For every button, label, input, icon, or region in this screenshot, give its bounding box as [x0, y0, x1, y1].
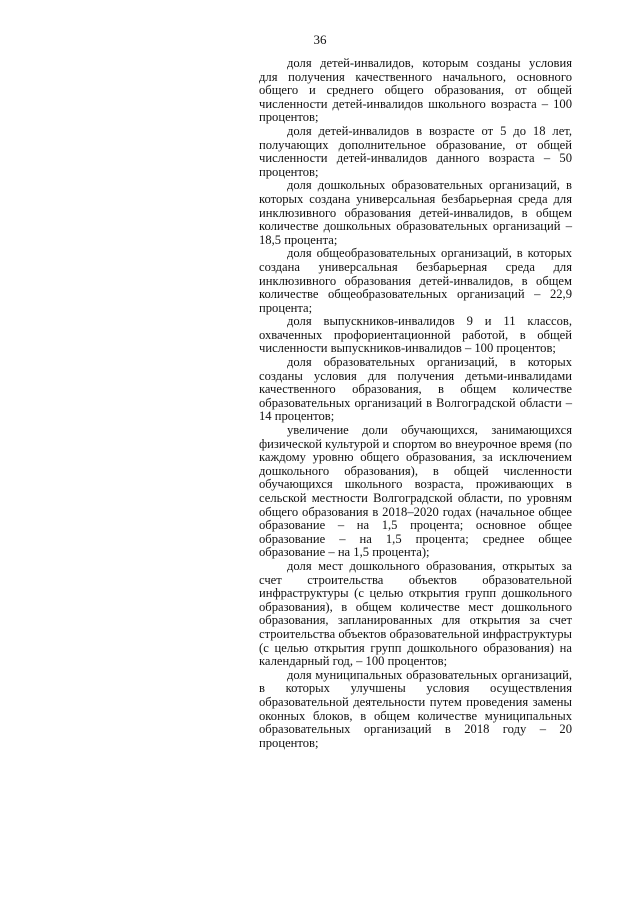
- paragraph-2: доля детей-инвалидов в возрасте от 5 до 18 лет, получающих дополнительное образование, от общей численности детей-инвалидов данного возраста – 50 процентов;: [259, 123, 572, 179]
- document-text: [259, 57, 572, 750]
- paragraph-7: увеличение доли обучающихся, занимающихся физической культурой и спортом во внеурочное время (по каждому уровню общего образования, за исключением дошкольного образования), в общей численности обучающихся школьного возраста, проживающих в сельской местности Волгоградской области, по уровням общего образования в 2018–2020 годах (начальное общее образование – на 1,5 процента; основное общее образование – на 1,5 процента; среднее общее образование – на 1,5 процента);: [259, 423, 572, 560]
- paragraph-3: доля дошкольных образовательных организаций, в которых создана универсальная безбарьерная среда для инклюзивного образования детей-инвалидов, в общем количестве дошкольных образовательных организаций – 18,5 процента;: [259, 178, 572, 247]
- paragraph-5: доля выпускников-инвалидов 9 и 11 классов, охваченных профориентационной работой, в общей численности выпускников-инвалидов – 100 процентов;: [259, 314, 572, 356]
- paragraph-4: доля общеобразовательных организаций, в которых создана универсальная безбарьерная среда для инклюзивного образования детей-инвалидов, в общем количестве общеобразовательных организаций – 22,9 процента;: [259, 246, 572, 315]
- paragraph-9: доля муниципальных образовательных организаций, в которых улучшены условия осуществления образовательной деятельности путем проведения замены оконных блоков, в общем количестве муниципальных образовательных организаций в 2018 году – 20 процентов;: [259, 667, 572, 750]
- paragraph-6: доля образовательных организаций, в которых созданы условия для получения детьми-инвалидами качественного образования, в общем количестве образовательных организаций в Волгоградской области – 14 процентов;: [259, 355, 572, 424]
- paragraph-8: доля мест дошкольного образования, открытых за счет строительства объектов образовательной инфраструктуры (с целью открытия групп дошкольного образования), в общем количестве мест дошкольного образования, запланированных для открытия за счет строительства объектов образовательной инфраструктуры (с целью открытия групп дошкольного образования) на календарный год, – 100 процентов;: [259, 558, 572, 669]
- page-number: 36: [313, 32, 327, 47]
- paragraph-1: доля детей-инвалидов, которым созданы условия для получения качественного начального, основного общего и среднего общего образования, от общей численности детей-инвалидов школьного возраста – 100 процентов;: [259, 56, 572, 125]
